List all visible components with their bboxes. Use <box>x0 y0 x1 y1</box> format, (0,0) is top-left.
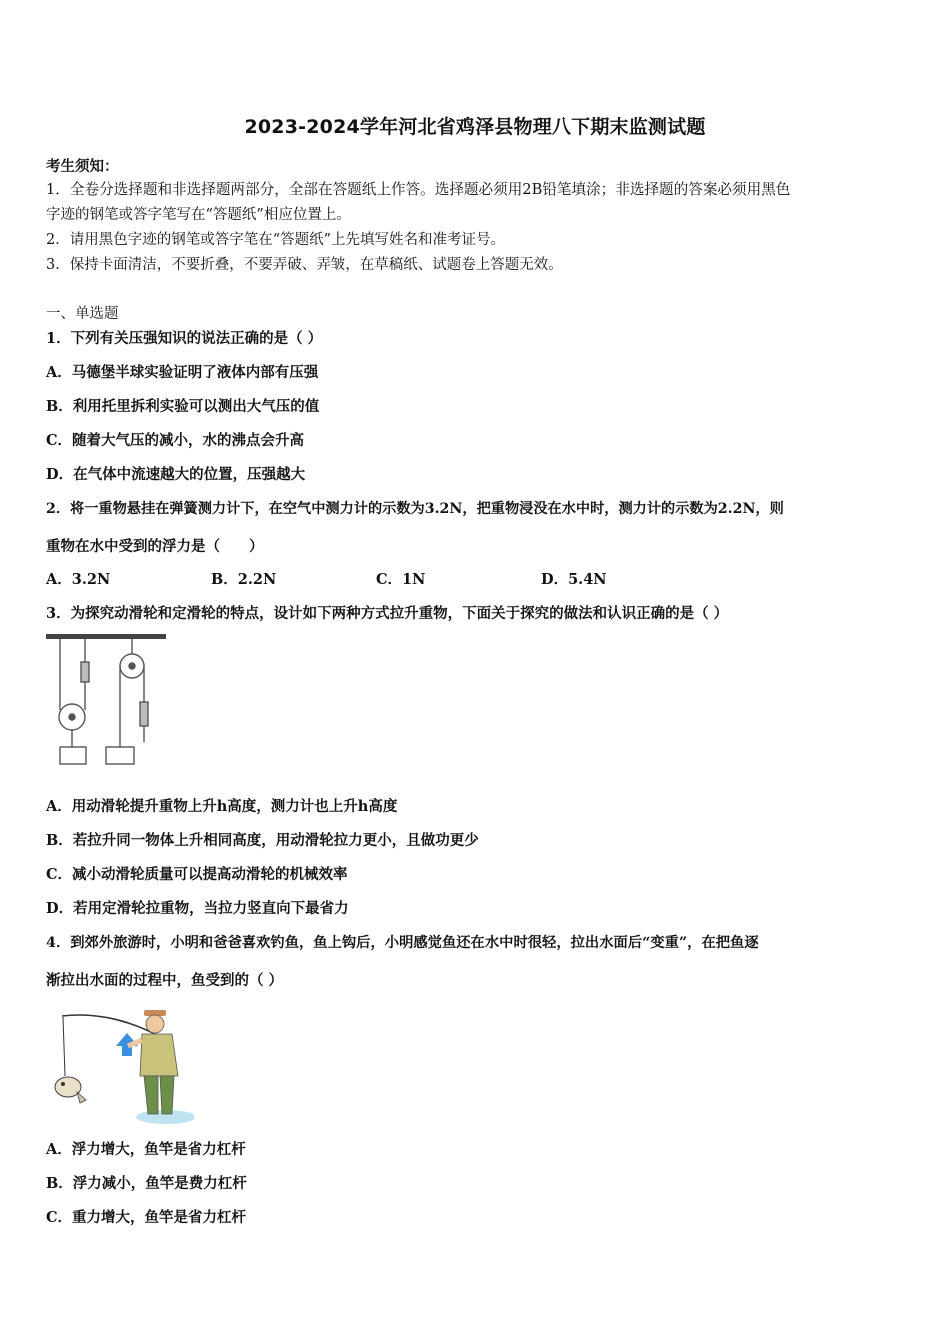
q4-stem-line2: 渐拉出水面的过程中，鱼受到的（ ） <box>46 972 284 989</box>
notice-item-1a: 1．全卷分选择题和非选择题两部分，全部在答题纸上作答。选择题必须用2B铅笔填涂；非选择题的答案必须用黑色 <box>46 181 791 198</box>
q2-option-d: D．5.4N <box>541 571 607 588</box>
q3-option-d: D．若用定滑轮拉重物，当拉力竖直向下最省力 <box>46 900 349 917</box>
q1-option-d: D．在气体中流速越大的位置，压强越大 <box>46 466 306 483</box>
q4-stem-line1: 4．到郊外旅游时，小明和爸爸喜欢钓鱼，鱼上钩后，小明感觉鱼还在水中时很轻，拉出水面后“变重”，在把鱼逐 <box>46 935 759 951</box>
q4-option-b: B．浮力减小，鱼竿是费力杠杆 <box>46 1175 247 1192</box>
q2-option-a: A．3.2N <box>46 571 111 588</box>
notice-heading: 考生须知： <box>46 158 119 175</box>
q1-option-b: B．利用托里拆利实验可以测出大气压的值 <box>46 398 320 415</box>
page-title: 2023-2024学年河北省鸡泽县物理八下期末监测试题 <box>244 116 706 138</box>
q4-option-a: A．浮力增大，鱼竿是省力杠杆 <box>46 1141 246 1158</box>
q4-option-c: C．重力增大，鱼竿是省力杠杆 <box>46 1209 247 1226</box>
pulley-diagram <box>44 632 170 770</box>
q2-stem-line2: 重物在水中受到的浮力是（ ） <box>46 538 264 555</box>
q1-option-a: A．马德堡半球实验证明了液体内部有压强 <box>46 364 319 381</box>
q3-option-b: B．若拉升同一物体上升相同高度，用动滑轮拉力更小，且做功更少 <box>46 832 479 849</box>
q3-stem: 3．为探究动滑轮和定滑轮的特点，设计如下两种方式拉升重物，下面关于探究的做法和认识正确的是（ ） <box>46 605 729 622</box>
notice-item-3: 3．保持卡面清洁，不要折叠，不要弄破、弄皱，在草稿纸、试题卷上答题无效。 <box>46 257 563 273</box>
q2-option-c: C．1N <box>376 571 426 588</box>
q3-option-a: A．用动滑轮提升重物上升h高度，测力计也上升h高度 <box>46 798 398 815</box>
notice-item-2: 2．请用黑色字迹的钢笔或答字笔在“答题纸”上先填写姓名和准考证号。 <box>46 232 506 248</box>
q2-option-b: B．2.2N <box>211 571 277 588</box>
notice-item-1b: 字迹的钢笔或答字笔写在“答题纸”相应位置上。 <box>46 207 351 223</box>
q2-stem-line1: 2．将一重物悬挂在弹簧测力计下，在空气中测力计的示数为3.2N，把重物浸没在水中时，测力计的示数为2.2N，则 <box>46 501 784 517</box>
fishing-illustration <box>44 1000 194 1126</box>
q1-option-c: C．随着大气压的减小，水的沸点会升高 <box>46 432 305 449</box>
q1-stem: 1．下列有关压强知识的说法正确的是（ ） <box>46 330 323 347</box>
section-heading: 一、单选题 <box>46 306 119 322</box>
q3-option-c: C．减小动滑轮质量可以提高动滑轮的机械效率 <box>46 866 348 883</box>
